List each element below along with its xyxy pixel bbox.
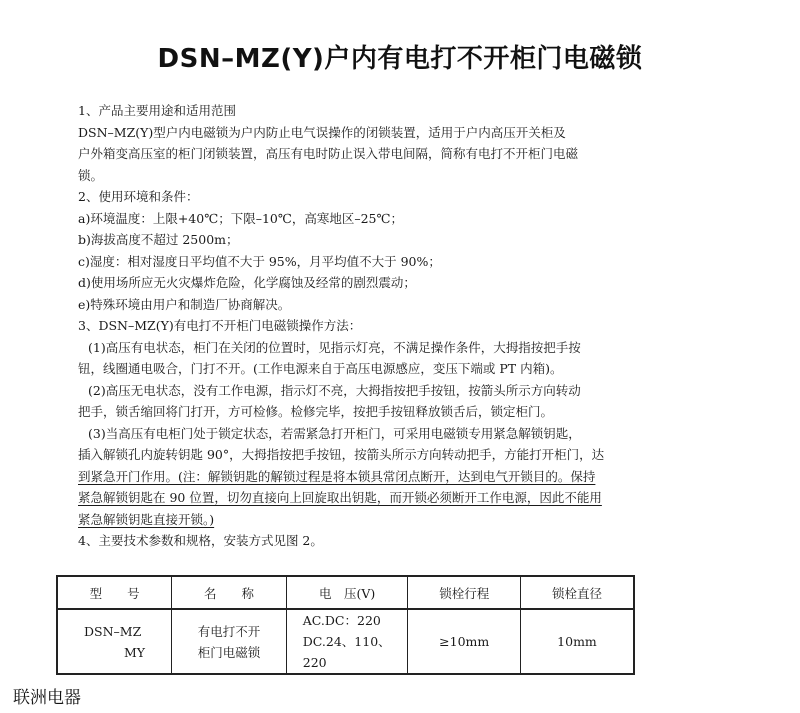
header-model: 型 号 <box>57 576 172 609</box>
env-humidity: c)湿度：相对湿度日平均值不大于 95%，月平均值不大于 90%； <box>78 253 441 269</box>
usage-line-2: 户外箱变高压室的柜门闭锁装置，高压有电时防止误入带电间隔，简称有电打不开柜门电磁 <box>78 146 579 161</box>
operation-2-line-1: (2)高压无电状态，没有工作电源，指示灯不亮，大拇指按把手按钮，按箭头所示方向转动 <box>88 382 581 398</box>
header-diameter: 锁栓直径 <box>520 576 634 609</box>
operation-3-note-line-3: 紧急解锁钥匙直接开锁。) <box>78 511 215 527</box>
operation-1-line-2: 钮，线圈通电吸合，门打不开。(工作电源来自于高压电源感应，变压下端或 PT 内箱)。 <box>78 361 563 376</box>
env-special: e)特殊环境由用户和制造厂协商解决。 <box>78 296 291 312</box>
operation-3-note-line-1: 到紧急开门作用。(注：解锁钥匙的解锁过程是将本锁具常闭点断开，达到电气开锁目的。保持 <box>78 468 596 484</box>
model-line-1: DSN–MZ <box>84 623 142 639</box>
cell-stroke: ≥10mm <box>408 609 521 674</box>
usage-line-3: 锁。 <box>78 167 104 183</box>
operation-1-line-1: (1)高压有电状态，柜门在关闭的位置时，见指示灯亮，不满足操作条件，大拇指按把手按 <box>88 339 581 355</box>
cell-diameter: 10mm <box>520 609 634 674</box>
heading-specs: 4、主要技术参数和规格，安装方式见图 2。 <box>78 533 323 548</box>
header-name: 名 称 <box>172 576 286 609</box>
operation-3-line-1: (3)当高压有电柜门处于锁定状态，若需紧急打开柜门，可采用电磁锁专用紧急解锁钥匙， <box>88 425 581 441</box>
page-title: DSN–MZ(Y)户内有电打不开柜门电磁锁 <box>157 44 643 74</box>
cell-model <box>57 609 172 674</box>
document-body <box>78 100 654 552</box>
env-altitude: b)海拔高度不超过 2500m； <box>78 232 239 247</box>
cell-name <box>172 609 286 674</box>
usage-line-1: DSN–MZ(Y)型户内电磁锁为户内防止电气误操作的闭锁装置，适用于户内高压开关柜及 <box>78 124 566 140</box>
voltage-line-1: AC.DC：220 <box>302 613 381 628</box>
header-voltage: 电 压(V) <box>286 576 408 609</box>
table-row <box>57 609 634 674</box>
spec-table-header-row <box>57 576 634 609</box>
heading-environment: 2、使用环境和条件： <box>78 189 199 204</box>
heading-operation: 3、DSN–MZ(Y)有电打不开柜门电磁锁操作方法： <box>78 318 362 333</box>
operation-3-line-2: 插入解锁孔内旋转钥匙 90°，大拇指按把手按钮，按箭头所示方向转动把手，方能打开柜门，达 <box>78 447 605 462</box>
brand-label: 联洲电器 <box>13 688 81 708</box>
spec-table <box>56 575 635 675</box>
cell-voltage <box>286 609 408 674</box>
heading-usage: 1、产品主要用途和适用范围 <box>78 103 236 118</box>
operation-3-note-line-2: 紧急解锁钥匙在 90 位置，切勿直接向上回旋取出钥匙，而开锁必须断开工作电源，因此不能用 <box>78 490 602 505</box>
env-location: d)使用场所应无火灾爆炸危险，化学腐蚀及经常的剧烈震动； <box>78 275 416 290</box>
header-stroke: 锁栓行程 <box>408 576 521 609</box>
model-line-2: MY <box>124 644 146 660</box>
voltage-line-2: DC.24、110、220 <box>302 634 391 670</box>
name-line-2: 柜门电磁锁 <box>197 644 261 660</box>
env-temperature: a)环境温度：上限+40℃；下限–10℃，高寒地区–25℃； <box>78 210 403 226</box>
name-line-1: 有电打不开 <box>197 623 261 639</box>
operation-2-line-2: 把手，锁舌缩回将门打开，方可检修。检修完毕，按把手按钮释放锁舌后，锁定柜门。 <box>78 404 554 419</box>
